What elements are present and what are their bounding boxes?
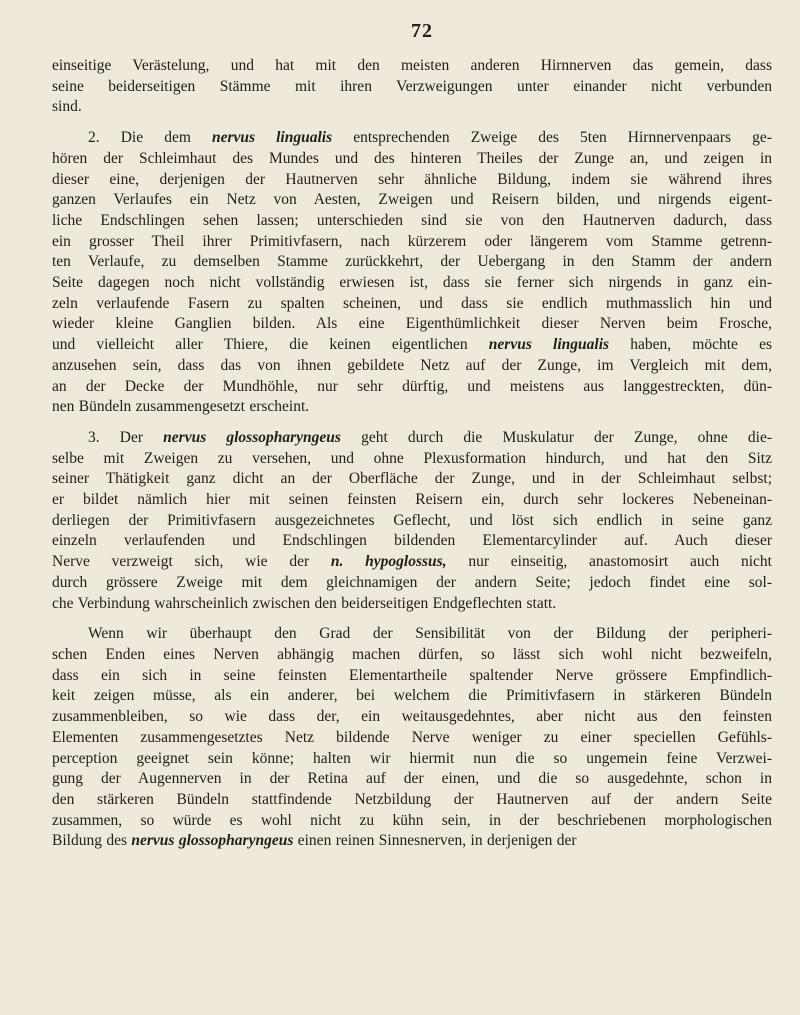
text-line: Elementen zusammengesetztes Netz bildende Nerve weniger zu einer speciellen Gefühls- — [52, 728, 772, 746]
text-line: Nerve verzweigt sich, wie der n. hypoglossus, nur einseitig, anastomosirt auch nicht — [52, 553, 772, 571]
text-line: Bildung des nervus glossopharyngeus einen reinen Sinnesnerven, in derjenigen der — [52, 832, 577, 850]
text-line: anzusehen sein, dass das von ihnen gebildete Netz auf der Zunge, im Vergleich mit dem, — [52, 356, 772, 374]
text-line: ganzen Verlaufes ein Netz von Aesten, Zweigen und Reisern bilden, und nirgends eigent- — [52, 191, 772, 209]
page-number: 72 — [411, 20, 433, 42]
text-line: ten Verlaufe, zu demselben Stamme zurückkehrt, der Uebergang in den Stamm der andern — [52, 253, 772, 271]
text-line: selbe mit Zweigen zu versehen, und ohne Plexusformation hindurch, und hat den Sitz — [52, 449, 772, 467]
text-line: einzeln verlaufenden und Endschlingen bildenden Elementarcylinder auf. Auch dieser — [52, 532, 772, 550]
paragraph-gap — [52, 614, 772, 624]
paragraph — [52, 428, 772, 614]
text-line: derliegen der Primitivfasern ausgezeichnetes Geflecht, und löst sich endlich in seine ganz — [52, 511, 772, 529]
nerve-name: nervus lingualis — [488, 336, 610, 354]
text-column — [52, 56, 772, 852]
text-line: wieder kleine Ganglien bilden. Als eine Eigenthümlichkeit dieser Nerven beim Frosche, — [52, 315, 772, 333]
paragraph — [52, 56, 772, 118]
text-line: hören der Schleimhaut des Mundes und des hinteren Theiles der Zunge an, und zeigen in — [52, 149, 772, 167]
text-line: liche Endschlingen sehen lassen; unterschieden sind sie von den Hautnerven dadurch, dass — [52, 211, 772, 229]
text-line: schen Enden eines Nerven abhängig machen dürfen, so lässt sich wohl nicht bezweifeln, — [52, 645, 772, 663]
text-line: perception geeignet sein könne; halten wir hiermit nun die so ungemein feine Verzwei- — [52, 749, 772, 767]
text-line: zeln verlaufende Fasern zu spalten scheinen, und dass sie endlich muthmasslich hin und — [52, 294, 772, 312]
paragraph — [52, 128, 772, 418]
paragraph-gap — [52, 418, 772, 428]
text-line: an der Decke der Mundhöhle, nur sehr dürftig, und meistens aus langgestreckten, dün- — [52, 377, 772, 395]
text-line: ein grosser Theil ihrer Primitivfasern, nach kürzerem oder längerem vom Stamme getrenn- — [52, 232, 772, 250]
nerve-name: n. hypoglossus, — [330, 553, 447, 571]
text-line: seine beiderseitigen Stämme mit ihren Verzweigungen unter einander nicht verbunden — [52, 77, 772, 95]
text-line: seiner Thätigkeit ganz dicht an der Oberfläche der Zunge, und in der Schleimhaut selbst; — [52, 470, 772, 488]
text-line: che Verbindung wahrscheinlich zwischen den beiderseitigen Endgeflechten statt. — [52, 594, 557, 612]
text-line: durch grössere Zweige mit dem gleichnamigen der andern Seite; jedoch findet eine sol- — [52, 573, 772, 591]
text-line: den stärkeren Bündeln stattfindende Netzbildung der Hautnerven auf der andern Seite — [52, 790, 772, 808]
paragraph — [52, 624, 772, 852]
text-line: 2. Die dem nervus lingualis entsprechenden Zweige des 5ten Hirnnervenpaars ge- — [88, 129, 772, 147]
text-line: nen Bündeln zusammengesetzt erscheint. — [52, 398, 310, 416]
text-line: Seite dagegen noch nicht vollständig erwiesen ist, dass sie ferner sich nirgends in ganz ein- — [52, 274, 772, 292]
text-line: Wenn wir überhaupt den Grad der Sensibilität von der Bildung der peripheri- — [88, 625, 772, 643]
text-line: dass ein sich in seine feinsten Elementartheile spaltender Nerve grössere Empfindlich- — [52, 666, 772, 684]
text-line: zusammenbleiben, so wie dass der, ein weitausgedehntes, aber nicht aus den feinsten — [52, 708, 772, 726]
text-line: und vielleicht aller Thiere, die keinen eigentlichen nervus lingualis haben, möchte es — [52, 336, 772, 354]
text-line: dieser eine, derjenigen der Hautnerven sehr ähnliche Bildung, indem sie während ihres — [52, 170, 772, 188]
text-line: zusammen, so würde es wohl nicht zu kühn sein, in der beschriebenen morphologischen — [52, 811, 772, 829]
nerve-name: nervus glossopharyngeus — [163, 428, 341, 446]
text-line: sind. — [52, 98, 82, 116]
nerve-name: nervus glossopharyngeus — [131, 832, 294, 850]
text-line: keit zeigen müsse, als ein anderer, bei welchem die Primitivfasern in stärkeren Bündeln — [52, 687, 772, 705]
text-line: gung der Augennerven in der Retina auf der einen, und die so ausgedehnte, schon in — [52, 770, 772, 788]
nerve-name: nervus lingualis — [211, 129, 333, 147]
text-line: 3. Der nervus glossopharyngeus geht durch die Muskulatur der Zunge, ohne die- — [88, 428, 772, 446]
text-line: einseitige Verästelung, und hat mit den meisten anderen Hirnnerven das gemein, dass — [52, 57, 772, 74]
paragraph-gap — [52, 118, 772, 128]
text-line: er bildet nämlich hier mit seinen feinsten Reisern ein, durch sehr lockeres Nebeneinan- — [52, 491, 772, 509]
